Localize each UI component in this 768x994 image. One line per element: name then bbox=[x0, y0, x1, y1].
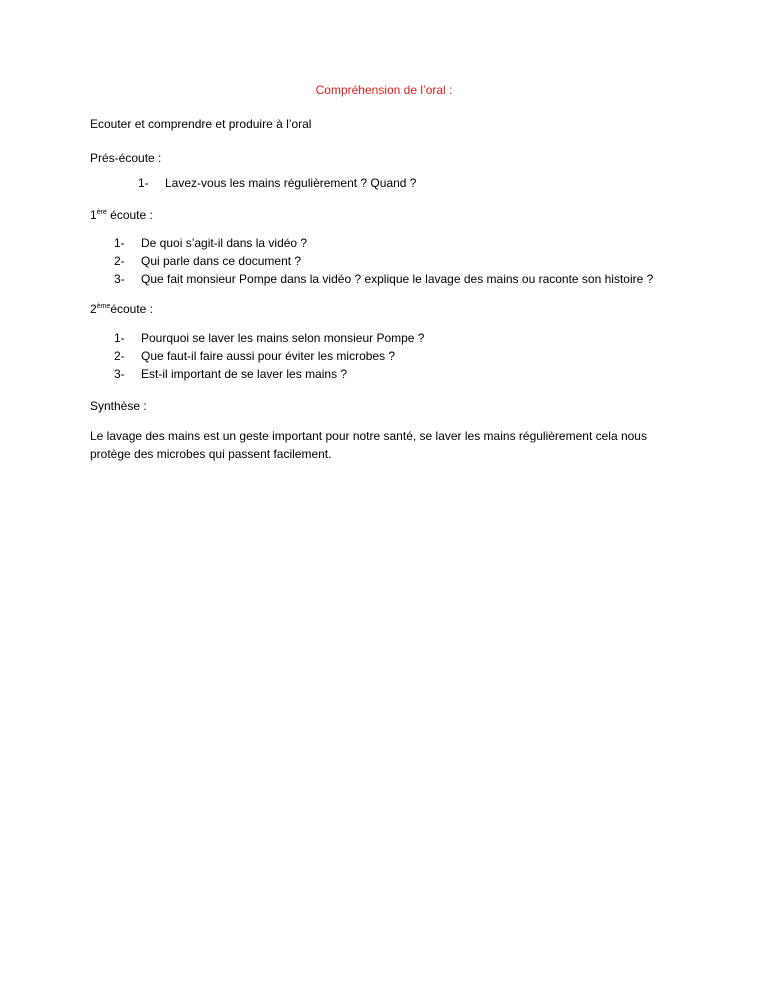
objective-text: Ecouter et comprendre et produire à l’oral bbox=[90, 117, 312, 131]
list-item-number: 2- bbox=[114, 349, 125, 363]
ecoute1-list bbox=[114, 235, 653, 289]
pre-ecoute-list bbox=[138, 175, 416, 193]
list-item-number: 2- bbox=[114, 254, 125, 268]
list-item bbox=[114, 271, 653, 289]
synthese-paragraph: Le lavage des mains est un geste important pour notre santé, se laver les mains régulièrement cela nous protège des microbes qui passent facilement. bbox=[90, 429, 647, 461]
ecoute1-heading bbox=[90, 207, 153, 223]
ecoute2-heading bbox=[90, 301, 153, 317]
list-item-number: 1- bbox=[138, 176, 149, 190]
list-item bbox=[114, 330, 424, 348]
list-item-text: De quoi s’agit-il dans la vidéo ? bbox=[141, 236, 308, 250]
list-item-text: Est-il important de se laver les mains ? bbox=[141, 367, 348, 381]
list-item bbox=[114, 235, 653, 253]
pre-ecoute-heading: Prés-écoute : bbox=[90, 151, 162, 165]
list-item bbox=[114, 348, 424, 366]
ecoute2-heading-number: 2 bbox=[90, 302, 97, 316]
list-item-text: Qui parle dans ce document ? bbox=[141, 254, 302, 268]
list-item-number: 3- bbox=[114, 272, 125, 286]
ecoute1-heading-label: écoute : bbox=[106, 208, 153, 222]
list-item bbox=[138, 175, 416, 193]
ecoute2-heading-superscript: ème bbox=[96, 303, 111, 310]
ecoute2-list bbox=[114, 330, 424, 384]
list-item bbox=[114, 366, 424, 384]
list-item-text: Que fait monsieur Pompe dans la vidéo ? explique le lavage des mains ou raconte son histoire ? bbox=[141, 272, 654, 286]
ecoute1-heading-superscript: ère bbox=[96, 209, 107, 216]
list-item bbox=[114, 253, 653, 271]
list-item-number: 3- bbox=[114, 367, 125, 381]
list-item-text: Lavez-vous les mains régulièrement ? Quand ? bbox=[165, 176, 417, 190]
synthese-heading: Synthèse : bbox=[90, 399, 147, 413]
list-item-number: 1- bbox=[114, 331, 125, 345]
ecoute1-heading-number: 1 bbox=[90, 208, 97, 222]
list-item-number: 1- bbox=[114, 236, 125, 250]
list-item-text: Que faut-il faire aussi pour éviter les microbes ? bbox=[141, 349, 396, 363]
ecoute2-heading-label: écoute : bbox=[110, 302, 154, 316]
document-title: Compréhension de l’oral : bbox=[315, 83, 453, 97]
list-item-text: Pourquoi se laver les mains selon monsieur Pompe ? bbox=[141, 331, 425, 345]
